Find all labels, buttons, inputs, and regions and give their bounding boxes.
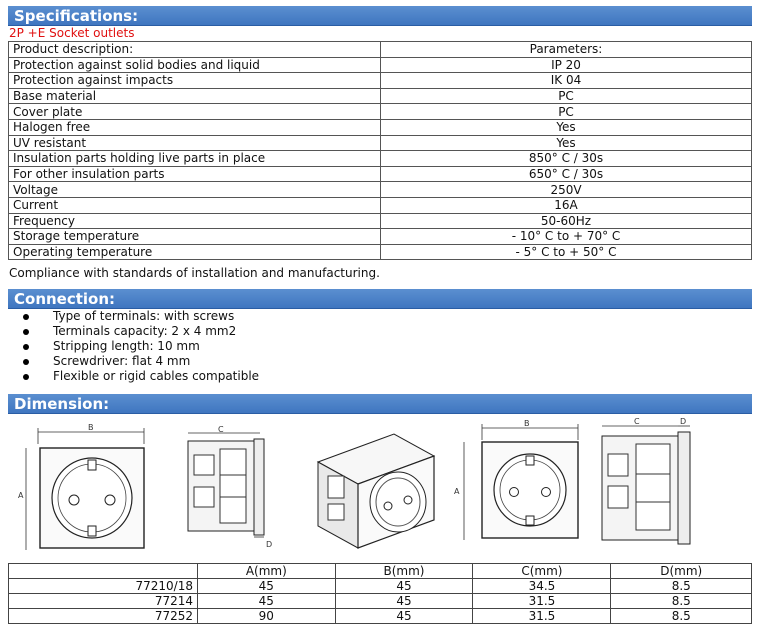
specifications-table bbox=[8, 41, 752, 260]
compliance-note: Compliance with standards of installation and manufacturing. bbox=[9, 266, 380, 280]
dim-label-c-2: C bbox=[634, 417, 640, 426]
bullet-icon bbox=[23, 314, 29, 320]
dim-value-cell: 8.5 bbox=[611, 609, 752, 624]
spec-label: Operating temperature bbox=[9, 244, 381, 260]
spec-value: - 5° C to + 50° C bbox=[381, 244, 752, 260]
spec-row bbox=[9, 182, 752, 198]
connection-item-text: Type of terminals: with screws bbox=[53, 309, 235, 323]
spec-row bbox=[9, 57, 752, 73]
connection-item bbox=[20, 324, 259, 339]
connection-item-text: Terminals capacity: 2 x 4 mm2 bbox=[53, 324, 237, 338]
spec-header-row bbox=[9, 42, 752, 58]
spec-row bbox=[9, 135, 752, 151]
dim-label-b: B bbox=[88, 423, 94, 432]
dim-row bbox=[9, 579, 752, 594]
dim-value-cell: 8.5 bbox=[611, 579, 752, 594]
spec-value: 650° C / 30s bbox=[381, 166, 752, 182]
dim-header-row bbox=[9, 564, 752, 579]
dim-header-cell bbox=[9, 564, 198, 579]
dim-value-cell: 90 bbox=[198, 609, 336, 624]
connection-item bbox=[20, 369, 259, 384]
spec-label: Protection against solid bodies and liquid bbox=[9, 57, 381, 73]
spec-row bbox=[9, 229, 752, 245]
spec-value: 850° C / 30s bbox=[381, 151, 752, 167]
dim-value-cell: 45 bbox=[335, 594, 473, 609]
isometric-view-drawing bbox=[310, 426, 440, 551]
spec-value: - 10° C to + 70° C bbox=[381, 229, 752, 245]
dim-value-cell: 31.5 bbox=[473, 609, 611, 624]
spec-row bbox=[9, 166, 752, 182]
dim-value-cell: 45 bbox=[198, 579, 336, 594]
spec-row bbox=[9, 73, 752, 89]
spec-label: Frequency bbox=[9, 213, 381, 229]
spec-label: Storage temperature bbox=[9, 229, 381, 245]
product-subtitle: 2P +E Socket outlets bbox=[9, 26, 135, 40]
connection-item bbox=[20, 354, 259, 369]
dimension-table bbox=[8, 563, 752, 624]
spec-label: Base material bbox=[9, 88, 381, 104]
spec-row bbox=[9, 119, 752, 135]
side-view-2-drawing bbox=[594, 414, 704, 549]
spec-value: 50-60Hz bbox=[381, 213, 752, 229]
connection-item-text: Stripping length: 10 mm bbox=[53, 339, 200, 353]
dim-label-d: D bbox=[266, 540, 273, 549]
connection-item bbox=[20, 309, 259, 324]
dim-header-cell: C(mm) bbox=[473, 564, 611, 579]
spec-row bbox=[9, 213, 752, 229]
dim-value-cell: 8.5 bbox=[611, 594, 752, 609]
spec-row bbox=[9, 244, 752, 260]
spec-label: Voltage bbox=[9, 182, 381, 198]
dim-value-cell: 45 bbox=[335, 609, 473, 624]
dim-label-a-2: A bbox=[454, 487, 460, 496]
connection-heading: Connection: bbox=[8, 289, 752, 309]
dim-label-c: C bbox=[218, 425, 224, 434]
connection-item-text: Screwdriver: flat 4 mm bbox=[53, 354, 191, 368]
spec-value: Parameters: bbox=[381, 42, 752, 58]
spec-value: 250V bbox=[381, 182, 752, 198]
spec-value: PC bbox=[381, 104, 752, 120]
dim-label-d-2: D bbox=[680, 417, 687, 426]
spec-label: Current bbox=[9, 197, 381, 213]
spec-label: Product description: bbox=[9, 42, 381, 58]
spec-value: Yes bbox=[381, 135, 752, 151]
connection-item-text: Flexible or rigid cables compatible bbox=[53, 369, 260, 383]
dim-model-cell: 77252 bbox=[9, 609, 198, 624]
dim-row bbox=[9, 609, 752, 624]
connection-list bbox=[20, 309, 259, 384]
dim-value-cell: 45 bbox=[198, 594, 336, 609]
spec-row bbox=[9, 88, 752, 104]
specifications-heading: Specifications: bbox=[8, 6, 752, 26]
spec-value: PC bbox=[381, 88, 752, 104]
dim-header-cell: B(mm) bbox=[335, 564, 473, 579]
front-view-drawing bbox=[14, 420, 154, 550]
bullet-icon bbox=[23, 344, 29, 350]
spec-label: Halogen free bbox=[9, 119, 381, 135]
dim-label-b-2: B bbox=[524, 419, 530, 428]
dim-header-cell: D(mm) bbox=[611, 564, 752, 579]
connection-item bbox=[20, 339, 259, 354]
spec-row bbox=[9, 151, 752, 167]
dim-value-cell: 34.5 bbox=[473, 579, 611, 594]
front-view-large-drawing bbox=[450, 416, 590, 546]
spec-label: Insulation parts holding live parts in place bbox=[9, 151, 381, 167]
bullet-icon bbox=[23, 359, 29, 365]
side-view-drawing bbox=[176, 425, 286, 555]
bullet-icon bbox=[23, 374, 29, 380]
spec-value: 16A bbox=[381, 197, 752, 213]
spec-value: IK 04 bbox=[381, 73, 752, 89]
spec-label: Cover plate bbox=[9, 104, 381, 120]
spec-value: Yes bbox=[381, 119, 752, 135]
dim-label-a: A bbox=[18, 491, 24, 500]
dim-model-cell: 77210/18 bbox=[9, 579, 198, 594]
dim-model-cell: 77214 bbox=[9, 594, 198, 609]
dim-row bbox=[9, 594, 752, 609]
spec-row bbox=[9, 197, 752, 213]
dim-value-cell: 31.5 bbox=[473, 594, 611, 609]
spec-row bbox=[9, 104, 752, 120]
spec-label: Protection against impacts bbox=[9, 73, 381, 89]
bullet-icon bbox=[23, 329, 29, 335]
spec-label: UV resistant bbox=[9, 135, 381, 151]
dim-value-cell: 45 bbox=[335, 579, 473, 594]
spec-label: For other insulation parts bbox=[9, 166, 381, 182]
dim-header-cell: A(mm) bbox=[198, 564, 336, 579]
dimension-heading: Dimension: bbox=[8, 394, 752, 414]
spec-value: IP 20 bbox=[381, 57, 752, 73]
